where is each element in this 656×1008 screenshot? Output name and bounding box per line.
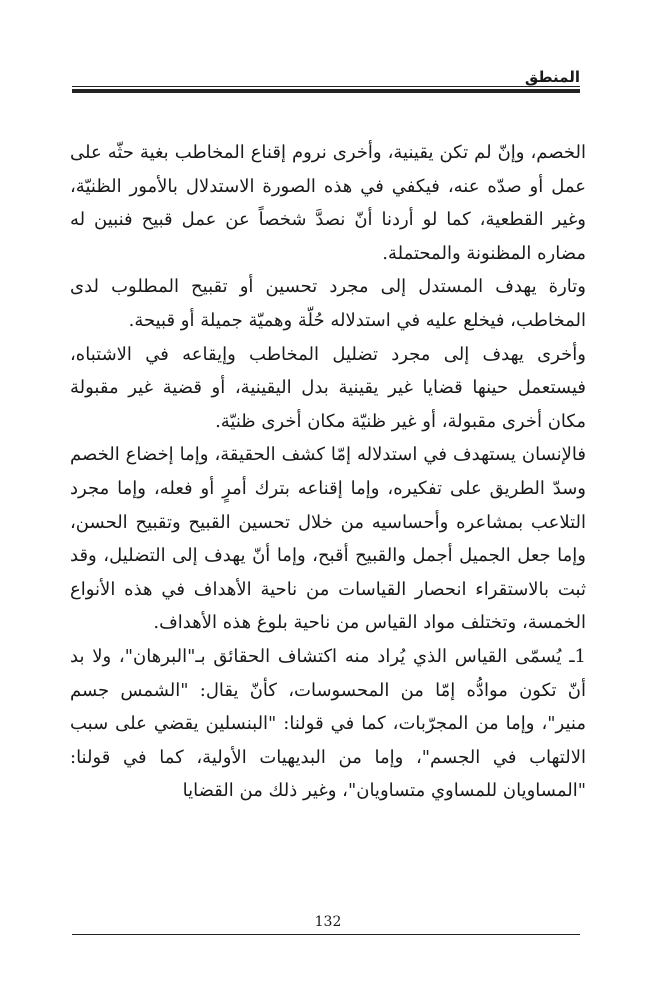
paragraph: الخصم، وإنّ لم تكن يقينية، وأخرى نروم إقناع المخاطب بغية حثّه على عمل أو صدّه عنه، فيكفي في هذه الصورة الاستدلال بالأمور الظنيّة، وغير القطعية، كما لو أردنا أنّ نصدَّ شخصاً عن عمل قبيح فنبين له مضاره المظنونة والمحتملة. — [70, 142, 586, 264]
page-number: 132 — [314, 914, 342, 930]
footer-rule — [72, 934, 580, 935]
paragraph: وأخرى يهدف إلى مجرد تضليل المخاطب وإيقاعه في الاشتباه، فيستعمل حينها قضايا غير يقينية بدل اليقينية، أو قضية غير مقبولة مكان أخرى مقبولة، أو غير ظنيّة مكان أخرى ظنيّة. — [70, 343, 586, 432]
header-rule-thin — [72, 86, 580, 87]
body-text — [70, 136, 586, 808]
running-header-title: المنطق — [524, 68, 580, 86]
paragraph: فالإنسان يستهدف في استدلاله إمّا كشف الحقيقة، وإما إخضاع الخصم وسدّ الطريق على تفكيره، وإما إقناعه بترك أمرٍ أو فعله، وإما مجرد التلاعب بمشاعره وأحساسيه من خلال تحسين القبيح وتقبيح الحسن، وإما جعل الجميل أجمل والقبيح أقبح، وإما أنّ يهدف إلى التضليل، وقد ثبت بالاستقراء انحصار القياسات من ناحية الأهداف في هذه الأنواع الخمسة، وتختلف مواد القياس من ناحية بلوغ هذه الأهداف. — [70, 444, 586, 634]
paragraph: وتارة يهدف المستدل إلى مجرد تحسين أو تقبيح المطلوب لدى المخاطب، فيخلع عليه في استدلاله حُلّة وهميّة جميلة أو قبيحة. — [70, 276, 586, 331]
paragraph: 1ـ يُسمّى القياس الذي يُراد منه اكتشاف الحقائق بـ"البرهان"، ولا بد أنّ تكون موادُّه إمّا من المحسوسات، كأنّ يقال: "الشمس جسم منير"، وإما من المجرّبات، كما في قولنا: "البنسلين يقضي على سبب الالتهاب في الجسم"، وإما من البديهيات الأولية، كما في قولنا: "المساويان للمساوي متساويان"، وغير ذلك من القضايا — [70, 645, 586, 802]
header-rule-thick — [72, 89, 580, 93]
